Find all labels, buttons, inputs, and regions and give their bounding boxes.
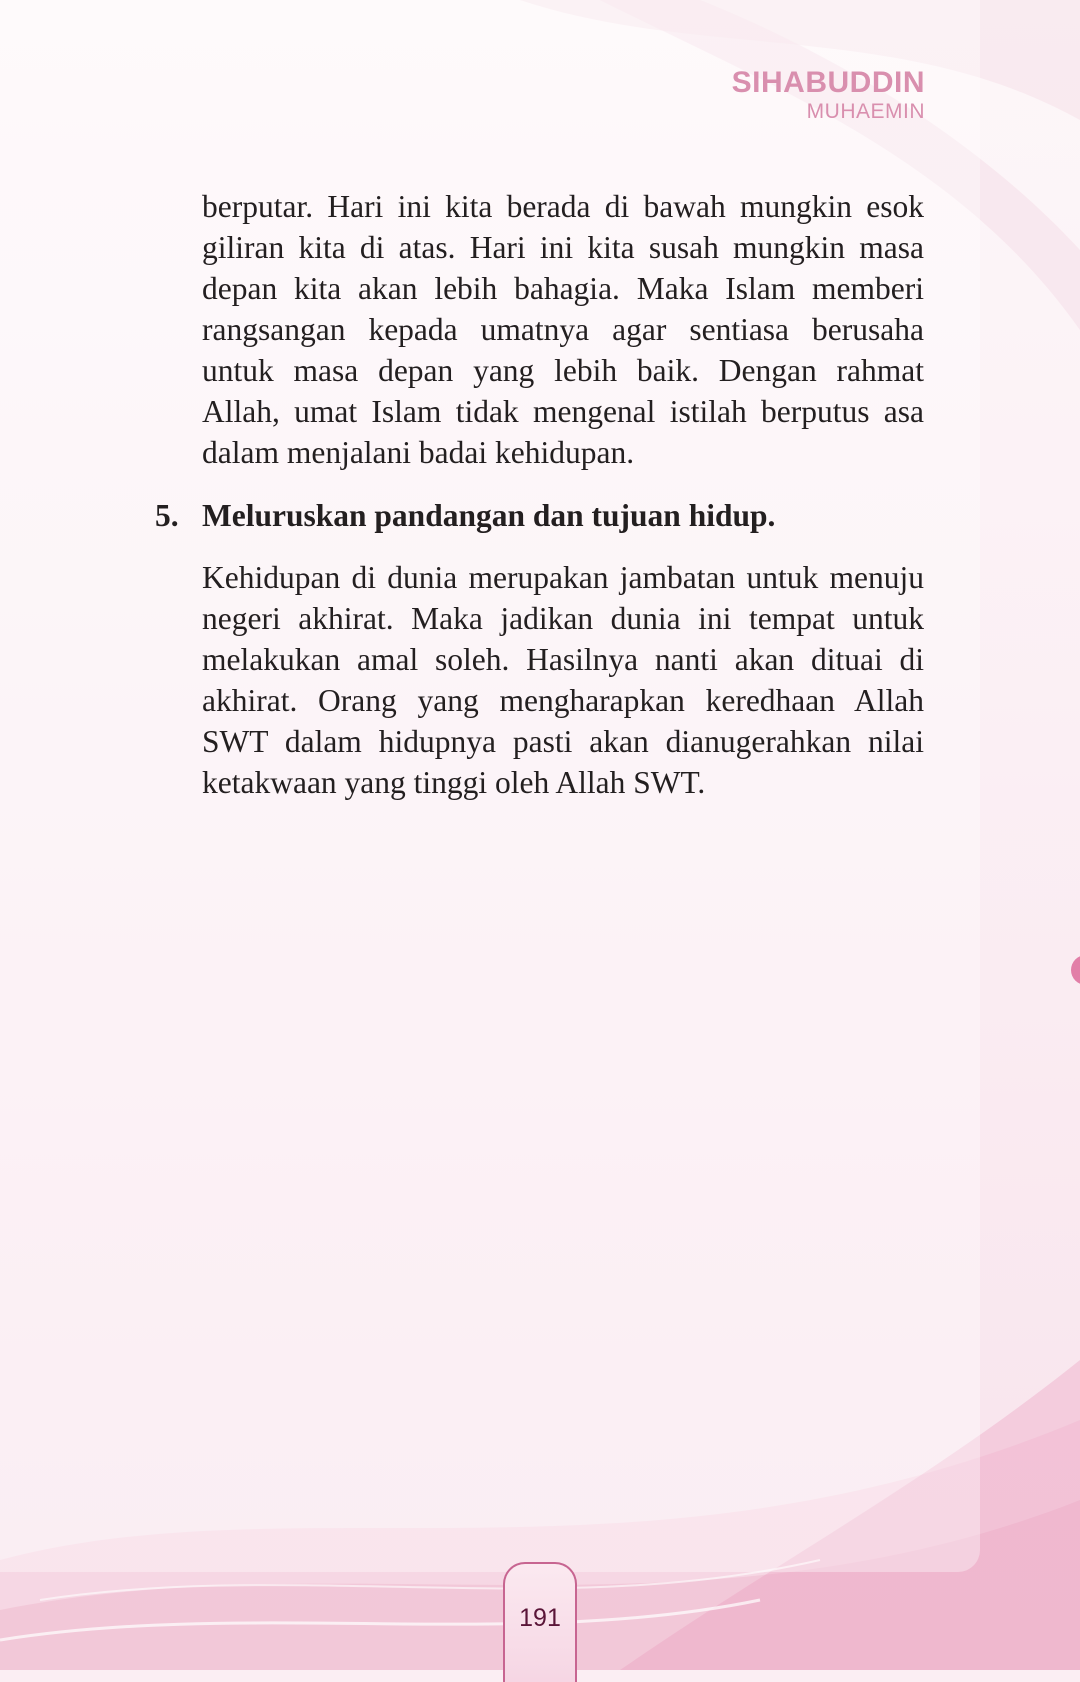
page-number: 191 xyxy=(519,1604,561,1632)
section-number: 5. xyxy=(155,498,179,533)
page-number-tab xyxy=(503,1562,577,1682)
author-first-name: SIHABUDDIN xyxy=(731,66,925,99)
running-header xyxy=(732,66,925,124)
author-last-name: MUHAEMIN xyxy=(806,100,925,123)
section-title: Meluruskan pandangan dan tujuan hidup. xyxy=(202,498,776,533)
body-paragraph-2: Kehidupan di dunia merupakan jambatan untuk menuju negeri akhirat. Maka jadikan dunia ini tempat untuk melakukan amal soleh. Hasilnya nanti akan dituai di akhirat. Orang yang mengharapkan keredhaan Allah SWT dalam hidupnya pasti akan dianugerahkan nilai ketakwaan yang tinggi oleh Allah SWT. xyxy=(202,560,924,800)
section-heading xyxy=(155,495,775,536)
body-paragraph-1: berputar. Hari ini kita berada di bawah mungkin esok giliran kita di atas. Hari ini kita susah mungkin masa depan kita akan lebih bahagia. Maka Islam memberi rangsangan kepada umatnya agar sentiasa berusaha untuk masa depan yang lebih baik. Dengan rahmat Allah, umat Islam tidak mengenal istilah berputus asa dalam menjalani badai kehidupan. xyxy=(202,189,924,470)
